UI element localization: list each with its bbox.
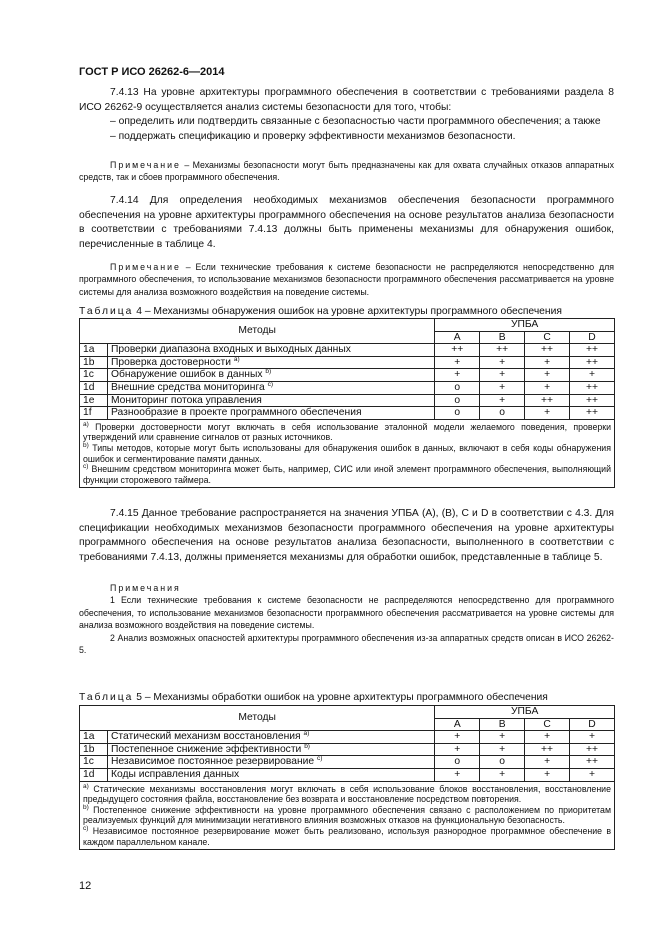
- level-value: +: [480, 394, 525, 407]
- header-level: B: [480, 331, 525, 344]
- level-value: ++: [480, 344, 525, 357]
- header-methods: Методы: [80, 319, 435, 344]
- header-upba: УПБА: [435, 319, 615, 332]
- footnote-mark: b): [83, 803, 89, 811]
- footnote-text: Типы методов, которые могут быть использованы для обнаружения ошибок в данных, включают в себя коды обнаружения ошибок и сегментирование памяти данных.: [83, 442, 611, 464]
- level-value: +: [480, 731, 525, 744]
- footnote-text: Внешним средством мониторинга может быть, например, СИС или иной элемент программного обеспечения, выполняющий функции сторожевого таймера.: [83, 464, 611, 485]
- note-2: [79, 261, 614, 298]
- row-id: 1c: [80, 756, 108, 769]
- page-number: 12: [79, 880, 92, 892]
- level-value: ++: [435, 344, 480, 357]
- level-value: ++: [570, 394, 615, 407]
- table-row: [80, 743, 615, 756]
- method-name: Постепенное снижение эффективности: [110, 743, 302, 755]
- row-id: 1b: [80, 356, 108, 369]
- level-value: ++: [525, 743, 570, 756]
- section-7-4-13: [79, 86, 614, 144]
- level-value: +: [525, 381, 570, 394]
- header-methods: Методы: [80, 706, 435, 731]
- level-value: +: [570, 731, 615, 744]
- table-4: [79, 318, 615, 488]
- level-value: +: [570, 768, 615, 781]
- level-value: +: [435, 768, 480, 781]
- footnote-text: Проверки достоверности могут включать в себя использование эталонной модели желаемого поведения, проверки утверждений или сравнение сигналов от разных источников.: [83, 421, 611, 443]
- row-method: [107, 344, 434, 357]
- table-5: [79, 705, 615, 850]
- footnote-mark: a): [83, 420, 89, 428]
- level-value: ++: [525, 344, 570, 357]
- row-method: [107, 768, 434, 781]
- footnote-ref: a): [303, 730, 310, 738]
- table-row: [80, 344, 615, 357]
- table-row: [80, 369, 615, 382]
- table-row: [80, 756, 615, 769]
- level-value: +: [480, 743, 525, 756]
- row-method: [107, 756, 434, 769]
- footnote: [83, 805, 611, 826]
- table-row: [80, 356, 615, 369]
- footnote-text: Статические механизмы восстановления могут включать в себя использование блоков восстановления, восстановление предыдущего состояния файла, восстановление без возврата и восстановление посредством повторения.: [83, 783, 611, 805]
- level-value: +: [570, 369, 615, 382]
- notes-label: Примечания: [110, 583, 181, 593]
- level-value: +: [480, 356, 525, 369]
- level-value: +: [480, 381, 525, 394]
- row-id: 1c: [80, 369, 108, 382]
- level-value: +: [525, 369, 570, 382]
- note-item: 2 Анализ возможных опасностей архитектуры программного обеспечения из-за аппаратных средств описан в ИСО 26262-5.: [79, 632, 614, 656]
- table-row: [80, 768, 615, 781]
- table-5-caption: [79, 691, 619, 704]
- level-value: +: [435, 731, 480, 744]
- row-method: [107, 407, 434, 420]
- row-id: 1b: [80, 743, 108, 756]
- header-level: B: [480, 718, 525, 731]
- level-value: +: [435, 356, 480, 369]
- method-name: Мониторинг потока управления: [110, 394, 262, 406]
- caption-label: Таблица: [79, 306, 134, 317]
- table-row: [80, 394, 615, 407]
- level-value: o: [435, 756, 480, 769]
- table-5-footnotes: [80, 781, 615, 850]
- level-value: +: [480, 369, 525, 382]
- caption-text: 5 – Механизмы обработки ошибок на уровне архитектуры программного обеспечения: [136, 692, 548, 703]
- caption-label: Таблица: [79, 692, 134, 703]
- header-level: D: [570, 718, 615, 731]
- header-level: C: [525, 331, 570, 344]
- row-id: 1d: [80, 768, 108, 781]
- footnote: [83, 784, 611, 805]
- row-method: [107, 731, 434, 744]
- footnote: [83, 443, 611, 464]
- footnote-mark: c): [83, 824, 89, 832]
- footnote-text: Независимое постоянное резервирование может быть реализовано, используя разнородное программное обеспечение в каждом параллельном канале.: [83, 825, 611, 847]
- footnote: [83, 826, 611, 847]
- header-level: A: [435, 331, 480, 344]
- footnote-ref: c): [317, 755, 323, 763]
- footnote-mark: c): [83, 463, 89, 471]
- level-value: +: [525, 768, 570, 781]
- level-value: +: [525, 756, 570, 769]
- table-row: [80, 731, 615, 744]
- paragraph: 7.4.13 На уровне архитектуры программного обеспечения в соответствии с требованиями раздела 8 ИСО 26262-9 осуществляется анализ системы безопасности для того, чтобы:: [79, 87, 614, 113]
- document-header: ГОСТ Р ИСО 26262-6—2014: [79, 66, 225, 78]
- note-label: Примечание: [110, 160, 181, 170]
- header-level: D: [570, 331, 615, 344]
- footnote-text: Постепенное снижение эффективности на уровне программного обеспечения связано с расположением по приоритетам реализуемых функций для минимизации негативного влияния возможных отказов на функциональную безопасность.: [83, 804, 612, 826]
- table-row: [80, 381, 615, 394]
- row-method: [107, 381, 434, 394]
- level-value: +: [525, 731, 570, 744]
- header-upba: УПБА: [435, 706, 615, 719]
- level-value: +: [435, 369, 480, 382]
- method-name: Статический механизм восстановления: [110, 731, 301, 743]
- level-value: o: [480, 756, 525, 769]
- note-item: 1 Если технические требования к системе безопасности не распределяются непосредственно для программного обеспечения, то использование механизмов безопасности программного обеспечения рассматривается на уровне системы для анализа возможного воздействия на поведение системы.: [79, 595, 614, 631]
- level-value: ++: [570, 407, 615, 420]
- row-id: 1a: [80, 731, 108, 744]
- level-value: +: [525, 356, 570, 369]
- footnote: [83, 422, 611, 443]
- level-value: ++: [525, 394, 570, 407]
- row-method: [107, 394, 434, 407]
- footnote-ref: b): [304, 742, 310, 750]
- section-7-4-14: [79, 194, 614, 252]
- method-name: Проверка достоверности: [110, 356, 231, 368]
- method-name: Проверки диапазона входных и выходных данных: [110, 344, 351, 356]
- table-4-footnotes: [80, 419, 615, 488]
- table-4-caption: [79, 305, 619, 318]
- level-value: +: [480, 768, 525, 781]
- table-row: [80, 407, 615, 420]
- level-value: ++: [570, 743, 615, 756]
- row-id: 1e: [80, 394, 108, 407]
- row-id: 1d: [80, 381, 108, 394]
- method-name: Разнообразие в проекте программного обеспечения: [110, 407, 362, 419]
- header-level: A: [435, 718, 480, 731]
- footnote-ref: c): [267, 380, 274, 388]
- footnote-ref: a): [233, 355, 240, 363]
- footnote-mark: a): [83, 782, 89, 790]
- row-method: [107, 369, 434, 382]
- paragraph: 7.4.14 Для определения необходимых механизмов обеспечения безопасности программного обеспечения на уровне архитектуры программного обеспечения на основе результатов анализа безопасности в соответствии с требованиями 7.4.13 должны быть применены механизмы для обнаружения ошибок, перечисленные в таблице 4.: [79, 195, 614, 250]
- header-level: C: [525, 718, 570, 731]
- level-value: ++: [570, 381, 615, 394]
- section-7-4-15: [79, 507, 614, 565]
- list-item: – поддержать спецификацию и проверку эффективности механизмов безопасности.: [110, 130, 516, 142]
- footnote: [83, 464, 611, 485]
- paragraph: 7.4.15 Данное требование распространяется на значения УПБА (A), (B), C и D в соответствии с 4.3. Для спецификации необходимых механизмов безопасности программного обеспечения на уровне архитектуры программного обеспечения на основе результатов анализа безопасности, выполненного в соответствии с требованиями 7.4.13, должны применяется механизмы для обработки ошибок, представленные в таблице 5.: [79, 508, 614, 563]
- method-name: Независимое постоянное резервирование: [110, 756, 315, 768]
- level-value: o: [435, 381, 480, 394]
- list-item: – определить или подтвердить связанные с безопасностью части программного обеспечения; а также: [110, 116, 601, 128]
- level-value: o: [435, 394, 480, 407]
- note-text: – Если технические требования к системе безопасности не распределяются непосредственно для программного обеспечения, то использование механизмов безопасности программного обеспечения рассматривается на уровне системы для анализа возможного воздействия на поведение системы.: [79, 262, 614, 297]
- row-id: 1a: [80, 344, 108, 357]
- row-id: 1f: [80, 407, 108, 420]
- method-name: Внешние средства мониторинга: [110, 381, 265, 393]
- level-value: o: [480, 407, 525, 420]
- caption-text: 4 – Механизмы обнаружения ошибок на уровне архитектуры программного обеспечения: [136, 306, 562, 317]
- level-value: +: [525, 407, 570, 420]
- note-1: [79, 159, 614, 184]
- notes-3: [79, 582, 614, 656]
- footnote-mark: b): [83, 441, 89, 449]
- level-value: +: [435, 743, 480, 756]
- note-label: Примечание: [110, 262, 181, 272]
- note-text: – Механизмы безопасности могут быть предназначены как для охвата случайных отказов аппаратных средств, так и сбоев программного обеспечения.: [79, 160, 614, 183]
- row-method: [107, 743, 434, 756]
- method-name: Обнаружение ошибок в данных: [110, 369, 263, 381]
- level-value: ++: [570, 344, 615, 357]
- level-value: o: [435, 407, 480, 420]
- row-method: [107, 356, 434, 369]
- level-value: ++: [570, 756, 615, 769]
- method-name: Коды исправления данных: [110, 768, 240, 780]
- level-value: ++: [570, 356, 615, 369]
- footnote-ref: b): [265, 368, 272, 376]
